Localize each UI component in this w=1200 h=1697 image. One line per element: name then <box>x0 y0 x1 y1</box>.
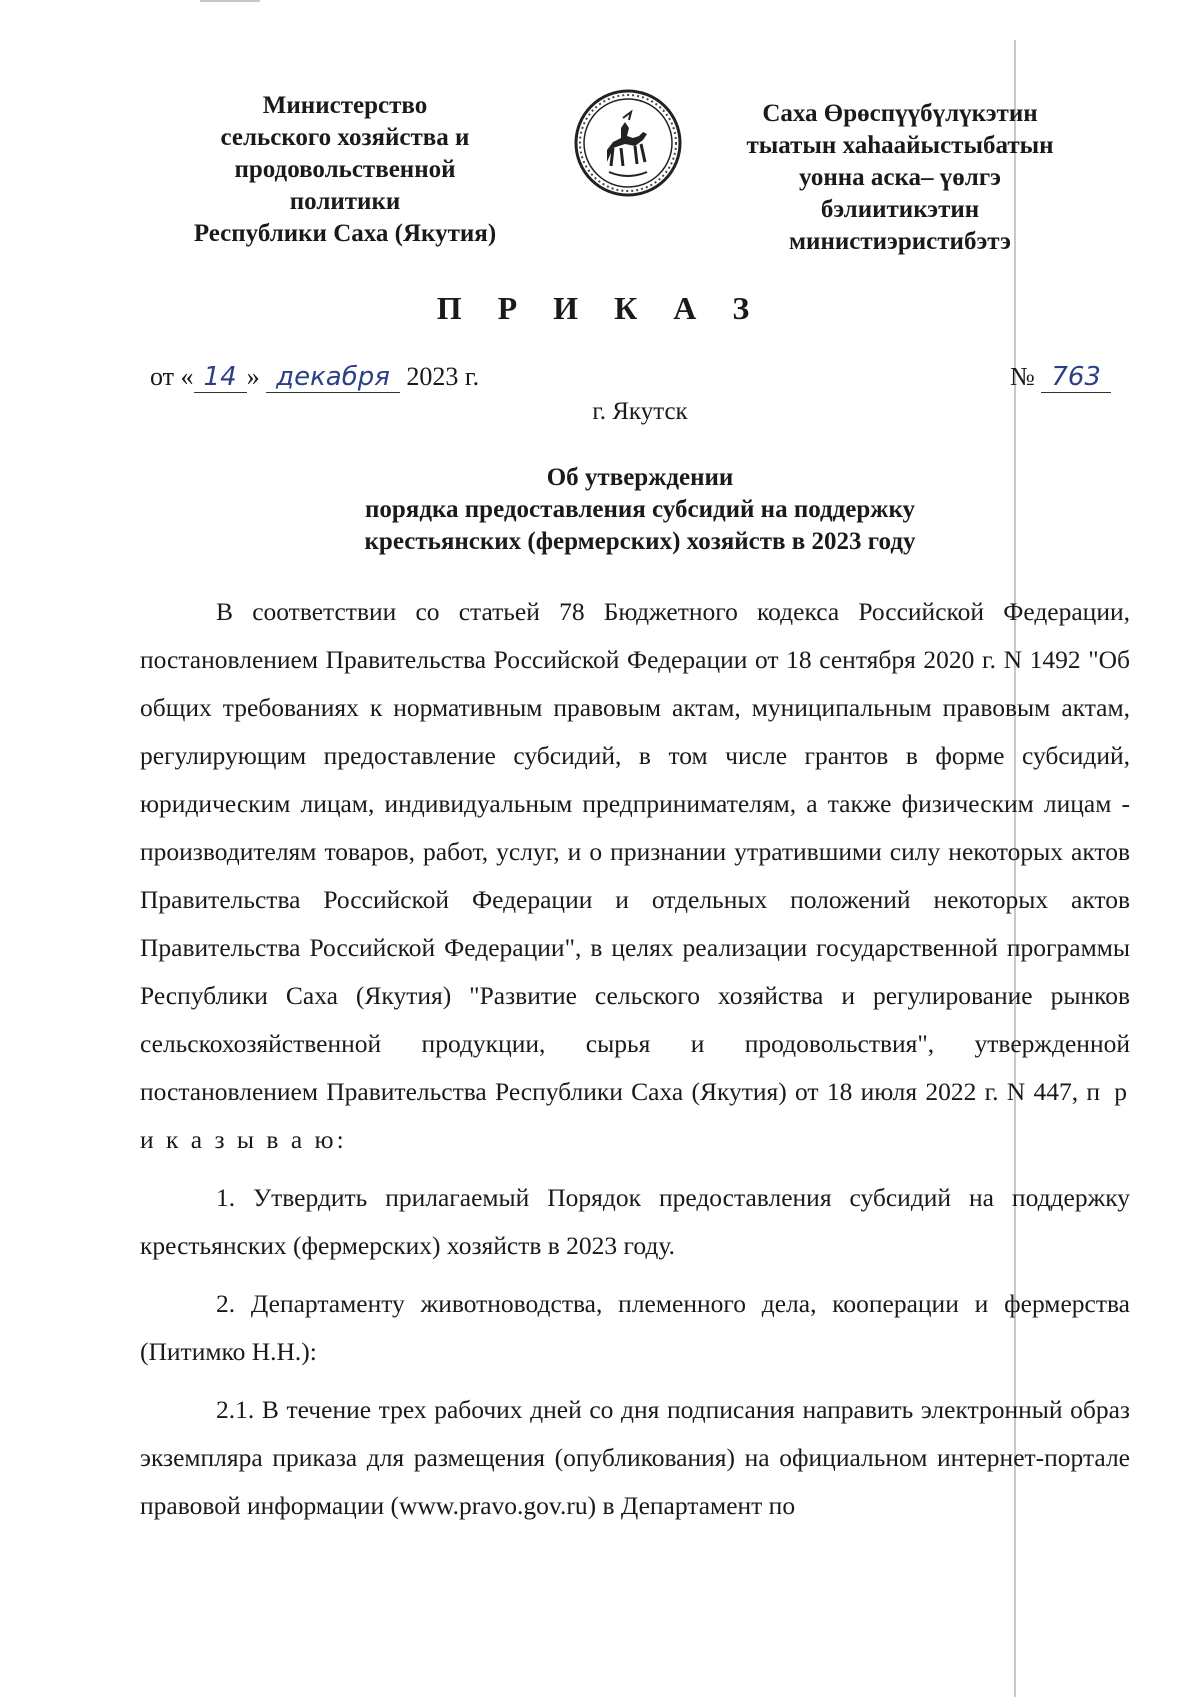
org-left-line: Республики Саха (Якутия) <box>193 220 497 247</box>
document-date <box>150 362 479 392</box>
document-body <box>140 588 1130 1530</box>
date-prefix: от « <box>150 362 194 391</box>
org-right-line: бэлиитикэтин <box>820 196 980 223</box>
date-year: 2023 г. <box>406 362 480 391</box>
subject-line: крестьянских (фермерских) хозяйств в 2023 году <box>364 528 916 555</box>
org-left-line: Министерство <box>262 92 428 119</box>
document-city: г. Якутск <box>592 398 688 425</box>
date-mid: » <box>246 362 260 391</box>
subject-line: Об утверждении <box>546 464 734 491</box>
coat-of-arms-icon <box>573 88 683 198</box>
item-2-paragraph: 2. Департаменту животноводства, племенного дела, кооперации и фермерства (Питимко Н.Н.): <box>140 1289 1130 1366</box>
ministry-name-yakut <box>720 98 1080 258</box>
org-right-line: уонна аска– үөлгэ <box>799 164 1001 191</box>
org-right-line: тыатын хаһаайыстыбатын <box>746 132 1054 159</box>
org-right-line: Саха Өрөспүүбүлүкэтин <box>762 100 1038 127</box>
subject-line: порядка предоставления субсидий на поддержку <box>365 496 915 523</box>
org-left-line: продовольственной <box>234 156 456 183</box>
org-right-line: министиэристибэтэ <box>789 228 1011 255</box>
preamble-paragraph <box>140 588 1130 1164</box>
item-2-1-paragraph: 2.1. В течение трех рабочих дней со дня подписания направить электронный образ экземпляра приказа для размещения (опубликования) на официальном интернет-портале правовой информации (www.pravo.gov.ru) в Департамент по <box>140 1395 1130 1520</box>
order-word: п р и к а з ы в а ю: <box>140 1077 1131 1154</box>
date-month: декабря <box>266 362 400 393</box>
org-left-line: политики <box>289 188 401 215</box>
preamble-text: В соответствии со статьей 78 Бюджетного кодекса Российской Федерации, постановлением Правительства Российской Федерации от 18 сентября 2020 г. N 1492 "Об общих требованиях к нормативным правовым актам, муниципальным правовым актам, регулирующим предоставление субсидий, в том числе грантов в форме субсидий, юридическим лицам, индивидуальным предпринимателям, а также физическим лицам - производителям товаров, работ, услуг, и о признании утратившими силу некоторых актов Правительства Российской Федерации и отдельных положений некоторых актов Правительства Российской Федерации", в целях реализации государственной программы Республики Саха (Якутия) "Развитие сельского хозяйства и регулирование рынков сельскохозяйственной продукции, сырья и продовольствия", утвержденной постановлением Правительства Республики Саха (Якутия) от 18 июля 2022 г. N 447, <box>140 597 1130 1106</box>
date-day: 14 <box>194 362 247 393</box>
document-number <box>1010 362 1111 392</box>
ministry-name-russian <box>150 90 540 250</box>
number-value: 763 <box>1041 362 1111 393</box>
number-label: № <box>1010 362 1035 391</box>
scan-artifact <box>200 0 260 2</box>
document-subject <box>280 462 1000 558</box>
item-1-paragraph: 1. Утвердить прилагаемый Порядок предоставления субсидий на поддержку крестьянских (фермерских) хозяйств в 2023 году. <box>140 1183 1130 1260</box>
org-left-line: сельского хозяйства и <box>220 124 470 151</box>
document-type-heading: П Р И К А З <box>436 290 764 326</box>
